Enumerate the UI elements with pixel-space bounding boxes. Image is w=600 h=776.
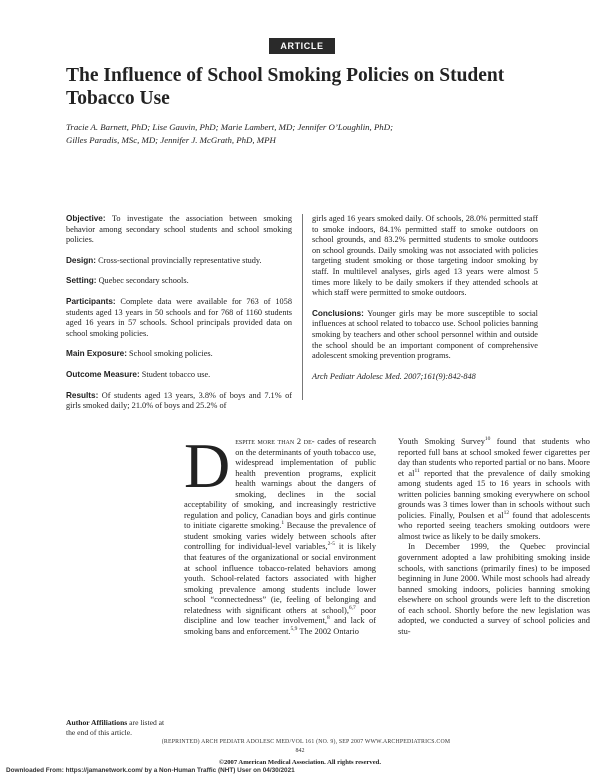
body-text-9: reported that the prevalence of daily smoking among students aged 15 to 16 years in schools with written policies banning smoking everywhere on school grounds was 3 times lower than in schools without such policies. Finally, Poulsen et al	[398, 468, 591, 520]
abstract-conclusions	[312, 309, 538, 362]
results-label: Results:	[66, 390, 99, 400]
body-column-1	[184, 430, 377, 637]
setting-label: Setting:	[66, 276, 97, 286]
abstract-exposure	[66, 349, 292, 360]
abstract-left-column	[66, 214, 292, 422]
body-text-6: The 2002 Ontario	[297, 626, 359, 636]
outcome-text: Student tobacco use.	[141, 369, 211, 379]
affiliations-text: are listed at the end of this article.	[66, 718, 165, 737]
body-text-2: Because the prevalence of student smoking varies widely between schools after controlling for individual-level variables,	[184, 521, 377, 552]
outcome-label: Outcome Measure:	[66, 369, 140, 379]
author-affiliations-note	[66, 718, 170, 738]
abstract-design	[66, 256, 292, 267]
setting-text: Quebec secondary schools.	[98, 276, 189, 286]
lead-in-caps: espite more than 2 de-	[235, 437, 315, 446]
exposure-text: School smoking policies.	[129, 349, 213, 359]
abstract-outcome	[66, 370, 292, 381]
drop-cap: D	[184, 430, 231, 501]
body-text-1: cades of research on the determinants of youth tobacco use, widespread implementation of public health prevention programs, explicit health warnings about the dangers of smoking, declines in the social acceptability of smoking, and increasingly restrictive regulation and policy, Canadian boys and girls continue to initiate cigarette smoking.	[184, 437, 377, 531]
objective-text: To investigate the association between smoking behavior among secondary school students and school smoking policies.	[66, 214, 292, 245]
affiliations-label: Author Affiliations	[66, 718, 128, 727]
exposure-label: Main Exposure:	[66, 349, 127, 359]
download-stamp: Downloaded From: https://jamanetwork.com/ by a Non-Human Traffic (NHT) User on 04/30/2021	[6, 767, 295, 774]
body-text-5: and lack of smoking bans and enforcement.	[184, 616, 376, 636]
body-text-3: it is likely that features of the organizational or social environment at school influence tobacco-related behaviors among youth. School-related factors associated with higher smoking prevalence among students include lower school “connectedness” (ie, feeling of belonging and relatedness with significant others at school),	[184, 542, 377, 615]
body-text-7: Youth Smoking Survey	[398, 437, 485, 446]
journal-footer-line: (REPRINTED) ARCH PEDIATR ADOLESC MED/VOL 161 (NO. 9), SEP 2007 WWW.ARCHPEDIATRICS.COM	[161, 739, 451, 745]
abstract-column-divider	[302, 214, 303, 400]
abstract-setting	[66, 276, 292, 287]
body-paragraph-3: In December 1999, the Quebec provincial government adopted a law prohibiting smoking inside schools, with sanctions (primarily fines) to be imposed beginning in June 2000. While most schools had already banned smoking indoors, policies banning smoking elsewhere on school grounds were left to the discretion of each school. Shortly before the new legislation was adopted, we conducted a survey of school policies and stu-	[398, 542, 590, 636]
design-label: Design:	[66, 255, 97, 265]
conclusions-label: Conclusions:	[312, 308, 364, 318]
page-number: 842	[295, 748, 305, 754]
abstract-citation: Arch Pediatr Adolesc Med. 2007;161(9):842-848	[312, 371, 476, 381]
reference-mark: 5,9	[290, 626, 298, 633]
participants-text: Complete data were available for 763 of 1058 students aged 13 years in 50 schools and for 768 of 1160 students aged 16 years in 57 schools. School principals provided data on school smoking policies.	[66, 296, 292, 338]
results-text-part1: Of students aged 13 years, 3.8% of boys and 7.1% of girls smoked daily; 21.0% of boys and 25.2% of	[66, 390, 292, 411]
reference-mark: 8	[327, 615, 330, 622]
design-text: Cross-sectional provincially representative study.	[98, 255, 262, 265]
participants-label: Participants:	[66, 296, 116, 306]
abstract-results-continued	[312, 214, 538, 299]
body-text-4: poor discipline and low teacher involvement,	[184, 605, 376, 626]
body-paragraph-2	[398, 437, 590, 542]
author-line-2: Gilles Paradis, MSc, MD; Jennifer J. McGrath, PhD, MPH	[66, 135, 276, 145]
reference-mark: 6,7	[348, 604, 356, 611]
body-text-8: found that students who reported full bans at school smoked fewer cigarettes per day than students who reported partial or no bans. Moore et al	[398, 437, 590, 478]
results-text-part2: girls aged 16 years smoked daily. Of schools, 28.0% permitted staff to smoke indoors, 84.1% permitted staff to smoke outdoors on school grounds, and 83.2% permitted students to smoke outdoors on school grounds. Daily smoking was not associated with policies targeting student smoking or those targeting indoor smoking by staff. In multilevel analyses, girls aged 13 years were almost 5 times more likely to be daily smokers if they attended schools at which staff were permitted to smoke outdoors.	[312, 214, 538, 298]
body-paragraph-1	[184, 430, 377, 637]
article-title: The Influence of School Smoking Policies on Student Tobacco Use	[66, 65, 505, 109]
abstract-participants	[66, 297, 292, 339]
body-column-2	[398, 437, 590, 637]
body-text-10: found that adolescents who reported seeing teachers smoking outdoors were almost twice as likely to be daily smokers.	[398, 510, 590, 541]
reference-mark: 11	[414, 467, 420, 474]
conclusions-text: Younger girls may be more susceptible to social influences at school related to tobacco use. School policies banning smoking by teachers and other school personnel within and outside the school should be an important component of comprehensive adolescent smoking prevention programs.	[312, 308, 538, 361]
author-list	[66, 121, 536, 147]
objective-label: Objective:	[66, 214, 106, 223]
copyright-notice: ©2007 American Medical Association. All rights reserved.	[219, 759, 381, 766]
reference-mark: 1	[281, 520, 285, 527]
abstract-right-column	[312, 214, 538, 392]
abstract-results	[66, 391, 292, 412]
article-type-badge: ARTICLE	[269, 38, 335, 54]
author-line-1: Tracie A. Barnett, PhD; Lise Gauvin, PhD; Marie Lambert, MD; Jennifer O’Loughlin, PhD;	[66, 122, 393, 132]
abstract-objective	[66, 214, 292, 246]
reference-mark: 2-5	[327, 541, 335, 548]
reference-mark: 12	[503, 510, 510, 517]
reference-mark: 10	[484, 436, 491, 443]
